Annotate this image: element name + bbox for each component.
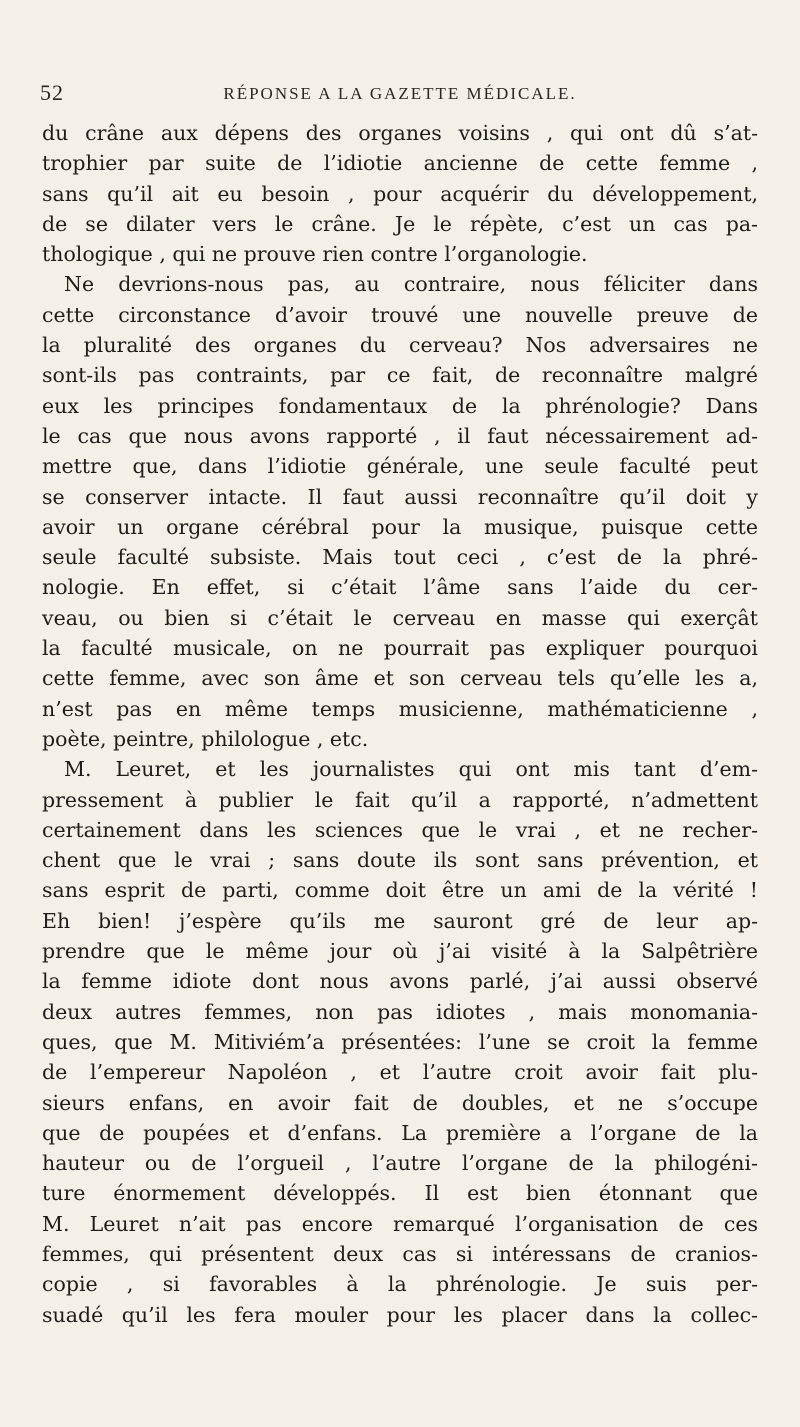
text-line: copie , si favorables à la phrénologie. Je suis per- [42, 1272, 758, 1297]
text-line: sont-ils pas contraints, par ce fait, de reconnaître malgré [42, 363, 758, 388]
text-line: la femme idiote dont nous avons parlé, j’ai aussi observé [42, 969, 758, 994]
text-line: nologie. En effet, si c’était l’âme sans l’aide du cer- [42, 575, 758, 600]
text-line: chent que le vrai ; sans doute ils sont sans prévention, et [42, 848, 758, 873]
text-line: avoir un organe cérébral pour la musique, puisque cette [42, 514, 758, 539]
text-line: la faculté musicale, on ne pourrait pas expliquer pourquoi [42, 636, 758, 661]
text-line: ques, que M. Mitiviém’a présentées: l’une se croit la femme [42, 1029, 758, 1054]
text-line: de se dilater vers le crâne. Je le répète, c’est un cas pa- [42, 211, 758, 236]
text-line: deux autres femmes, non pas idiotes , mais monomania- [42, 999, 758, 1024]
text-line: du crâne aux dépens des organes voisins , qui ont dû s’at- [42, 121, 758, 145]
text-line: M. Leuret n’ait pas encore remarqué l’organisation de ces [42, 1211, 758, 1236]
text-line: prendre que le même jour où j’ai visité à la Salpêtrière [42, 939, 758, 964]
text-line: hauteur ou de l’orgueil , l’autre l’organe de la philogéni- [42, 1151, 758, 1176]
text-line: suadé qu’il les fera mouler pour les placer dans la collec- [42, 1302, 758, 1327]
text-line: se conserver intacte. Il faut aussi reconnaître qu’il doit y [42, 484, 758, 509]
text-line: de l’empereur Napoléon , et l’autre croit avoir fait plu- [42, 1060, 758, 1085]
text-line: cette femme, avec son âme et son cerveau tels qu’elle les a, [42, 666, 758, 691]
text-line: Eh bien! j’espère qu’ils me sauront gré de leur ap- [42, 908, 758, 933]
text-line: pressement à publier le fait qu’il a rapporté, n’admettent [42, 787, 758, 812]
text-line: ture énormement développés. Il est bien étonnant que [42, 1181, 758, 1206]
text-line: mettre que, dans l’idiotie générale, une seule faculté peut [42, 454, 758, 479]
body-text [42, 118, 758, 1330]
text-line: trophier par suite de l’idiotie ancienne de cette femme , [42, 151, 758, 176]
text-line: M. Leuret, et les journalistes qui ont mis tant d’em- [64, 757, 758, 782]
text-line: sans qu’il ait eu besoin , pour acquérir du développement, [42, 181, 758, 206]
text-line: cette circonstance d’avoir trouvé une nouvelle preuve de [42, 302, 758, 327]
text-line: veau, ou bien si c’était le cerveau en masse qui exerçât [42, 605, 758, 630]
text-line: seule faculté subsiste. Mais tout ceci , c’est de la phré- [42, 545, 758, 570]
page-number: 52 [40, 80, 64, 105]
text-line: le cas que nous avons rapporté , il faut nécessairement ad- [42, 423, 758, 448]
text-line: thologique , qui ne prouve rien contre l’organologie. [42, 242, 588, 267]
text-line: poète, peintre, philologue , etc. [42, 726, 369, 751]
text-line: certainement dans les sciences que le vrai , et ne recher- [42, 817, 758, 842]
text-line: sans esprit de parti, comme doit être un ami de la vérité ! [42, 878, 758, 903]
text-line: que de poupées et d’enfans. La première a l’organe de la [42, 1120, 758, 1145]
text-line: n’est pas en même temps musicienne, mathématicienne , [42, 696, 758, 721]
text-line: femmes, qui présentent deux cas si intéressans de cranios- [42, 1241, 758, 1266]
running-title: RÉPONSE A LA GAZETTE MÉDICALE. [223, 84, 577, 103]
text-line: la pluralité des organes du cerveau? Nos adversaires ne [42, 333, 758, 358]
text-line: Ne devrions-nous pas, au contraire, nous féliciter dans [64, 272, 758, 297]
text-line: eux les principes fondamentaux de la phrénologie? Dans [42, 393, 758, 418]
page-header [40, 80, 760, 110]
text-line: sieurs enfans, en avoir fait de doubles, et ne s’occupe [42, 1090, 758, 1115]
